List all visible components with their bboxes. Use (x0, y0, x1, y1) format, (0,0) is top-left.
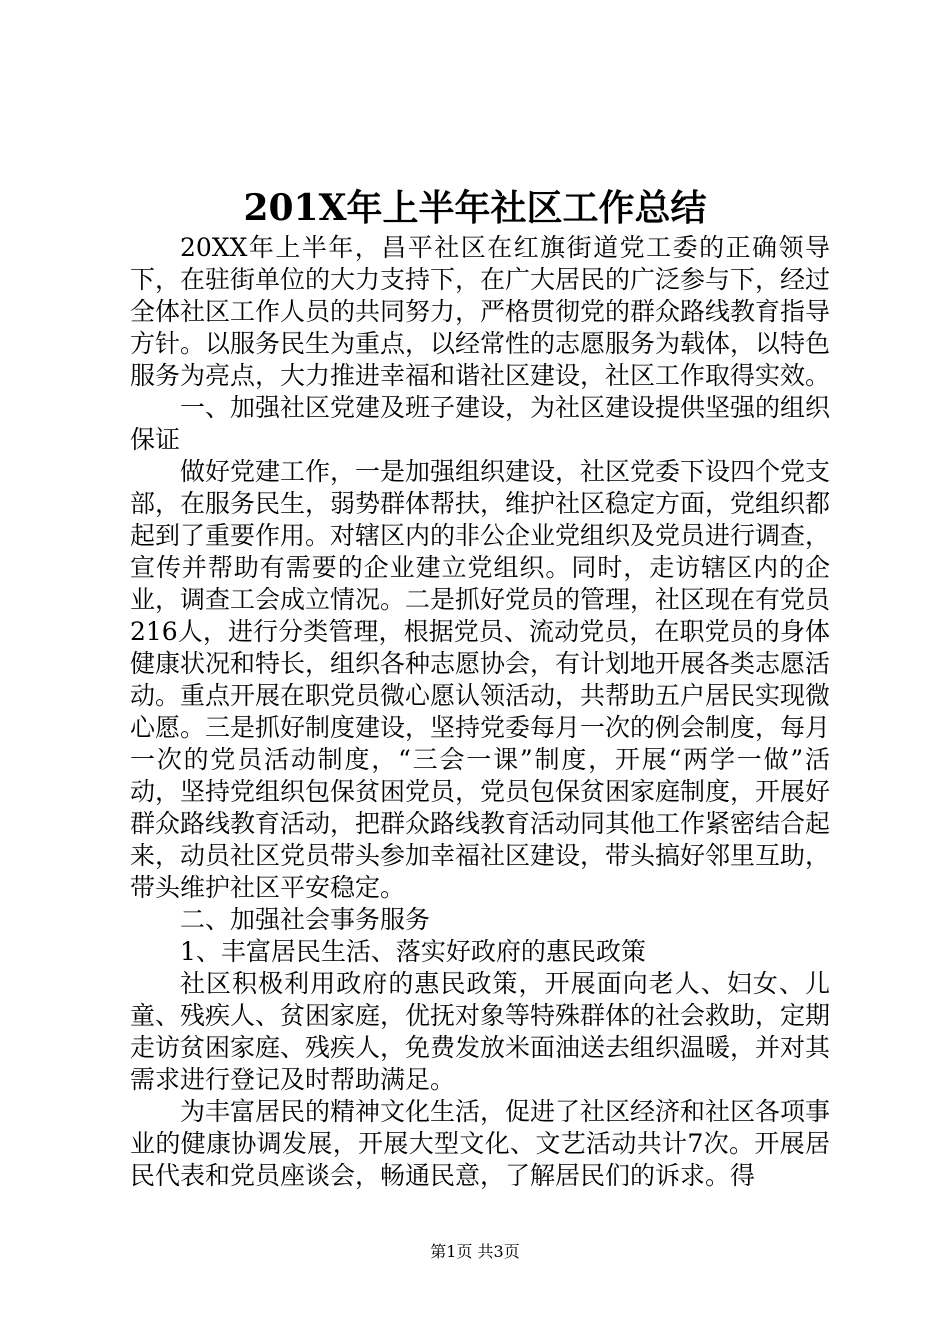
document-body (130, 232, 830, 1192)
page-number-footer: 第1页 共3页 (430, 1242, 520, 1261)
subsection-heading-resident-life: 1、丰富居民生活、落实好政府的惠民政策 (180, 937, 646, 966)
intro-paragraph: 20XX年上半年，昌平社区在红旗街道党工委的正确领导下，在驻街单位的大力支持下，在广大居民的广泛参与下，经过全体社区工作人员的共同努力，严格贯彻党的群众路线教育指导方针。以服务民生为重点，以经常性的志愿服务为载体，以特色服务为亮点，大力推进幸福和谐社区建设，社区工作取得实效。 (130, 233, 831, 390)
document-title: 201X年上半年社区工作总结 (243, 187, 707, 229)
cultural-activities-paragraph: 为丰富居民的精神文化生活，促进了社区经济和社区各项事业的健康协调发展，开展大型文化、文艺活动共计7次。开展居民代表和党员座谈会，畅通民意，了解居民们的诉求。得 (130, 1097, 831, 1190)
party-building-paragraph: 做好党建工作，一是加强组织建设，社区党委下设四个党支部，在服务民生，弱势群体帮扶，维护社区稳定方面，党组织都起到了重要作用。对辖区内的非公企业党组织及党员进行调查，宣传并帮助有需要的企业建立党组织。同时，走访辖区内的企业，调查工会成立情况。二是抓好党员的管理，社区现在有党员216人，进行分类管理，根据党员、流动党员，在职党员的身体健康状况和特长，组织各种志愿协会，有计划地开展各类志愿活动。重点开展在职党员微心愿认领活动，共帮助五户居民实现微心愿。三是抓好制度建设，坚持党委每月一次的例会制度，每月一次的党员活动制度，“三会一课”制度，开展“两学一做”活动，坚持党组织包保贫困党员，党员包保贫困家庭制度，开展好群众路线教育活动，把群众路线教育活动同其他工作紧密结合起来，动员社区党员带头参加幸福社区建设，带头搞好邻里互助，带头维护社区平安稳定。 (130, 457, 831, 902)
social-assistance-paragraph: 社区积极利用政府的惠民政策，开展面向老人、妇女、儿童、残疾人、贫困家庭，优抚对象等特殊群体的社会救助，定期走访贫困家庭、残疾人，免费发放米面油送去组织温暖，并对其需求进行登记及时帮助满足。 (130, 969, 831, 1094)
section-heading-party-building: 一、加强社区党建及班子建设，为社区建设提供坚强的组织保证 (130, 393, 831, 454)
section-heading-social-affairs: 二、加强社会事务服务 (180, 905, 431, 934)
